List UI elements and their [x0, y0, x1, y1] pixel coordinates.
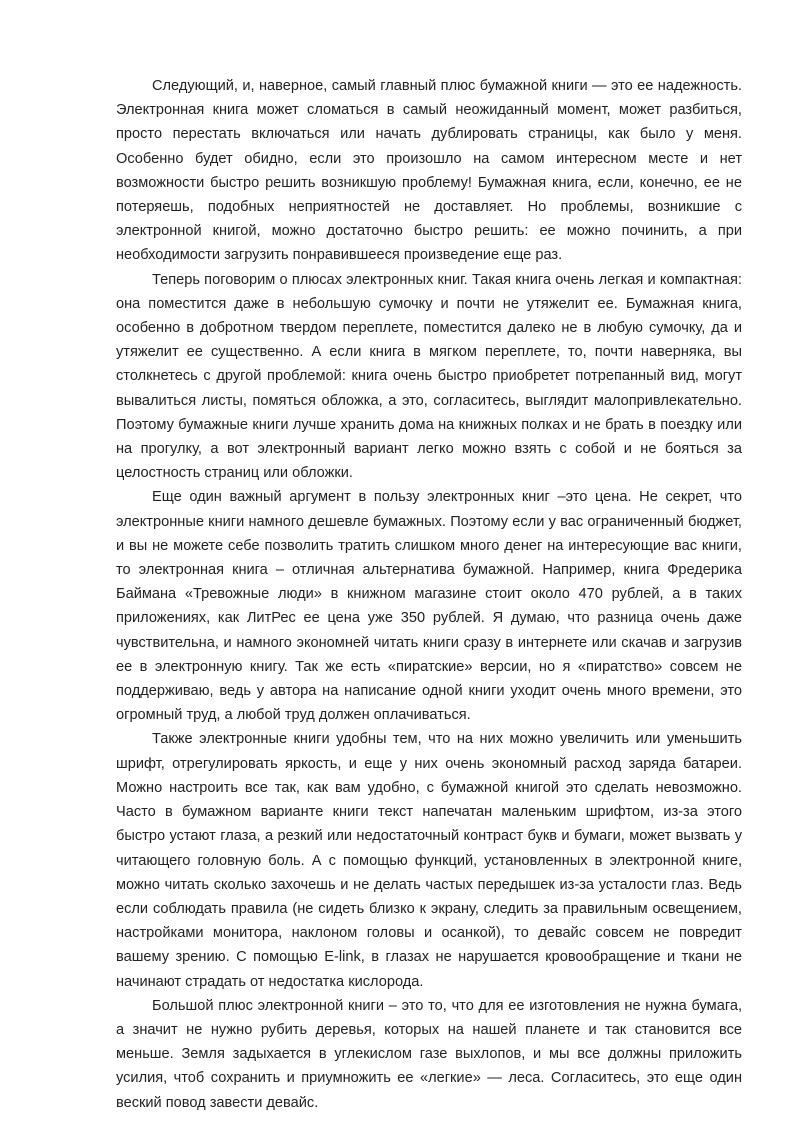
document-body — [116, 74, 742, 1115]
paragraph-ebook-settings: Также электронные книги удобны тем, что на них можно увеличить или уменьшить шрифт, отрегулировать яркость, и еще у них очень экономный расход заряда батареи. Можно настроить все так, как вам удобно, с бумажной книгой это сделать невозможно. Часто в бумажном варианте книги текст напечатан маленьким шрифтом, из-за этого быстро устают глаза, а резкий или недостаточный контраст букв и бумаги, может вызвать у читающего головную боль. А с помощью функций, установленных в электронной книге, можно читать сколько захочешь и не делать частых передышек из-за усталости глаз. Ведь если соблюдать правила (не сидеть близко к экрану, следить за правильным освещением, настройками монитора, наклоном головы и осанкой), то девайс совсем не повредит вашему зрению. С помощью E-link, в глазах не нарушается кровообращение и ткани не начинают страдать от недостатка кислорода. — [116, 731, 742, 990]
paragraph-ebook-portability: Теперь поговорим о плюсах электронных книг. Такая книга очень легкая и компактная: она поместится даже в небольшую сумочку и почти не утяжелит ее. Бумажная книга, особенно в добротном твердом переплете, поместится далеко не в любую сумочку, да и утяжелит ее существенно. А если книга в мягком переплете, то, почти наверняка, вы столкнетесь с другой проблемой: книга очень быстро приобретет потрепанный вид, могут вывалиться листы, помяться обложка, а это, согласитесь, выглядит малопривлекательно. Поэтому бумажные книги лучше хранить дома на книжных полках и не брать в поездку или на прогулку, а вот электронный вариант легко можно взять с собой и не бояться за целостность страниц или обложки. — [116, 271, 742, 482]
paragraph-ebook-price: Еще один важный аргумент в пользу электронных книг –это цена. Не секрет, что электронные книги намного дешевле бумажных. Поэтому если у вас ограниченный бюджет, и вы не можете себе позволить тратить слишком много денег на интересующие вас книги, то электронная книга – отличная альтернатива бумажной. Например, книга Фредерика Баймана «Тревожные люди» в книжном магазине стоит около 470 рублей, а в таких приложениях, как ЛитРес ее цена уже 350 рублей. Я думаю, что разница очень даже чувствительна, и намного экономней читать книги сразу в интернете или скачав и загрузив ее в электронную книгу. Так же есть «пиратские» версии, но я «пиратство» совсем не поддерживаю, ведь у автора на написание одной книги уходит очень много времени, это огромный труд, а любой труд должен оплачиваться. — [116, 489, 742, 724]
paragraph-paper-book-reliability: Следующий, и, наверное, самый главный плюс бумажной книги — это ее надежность. Электронная книга может сломаться в самый неожиданный момент, может разбиться, просто перестать включаться или начать дублировать страницы, как было у меня. Особенно будет обидно, если это произошло на самом интересном месте и нет возможности быстро решить возникшую проблему! Бумажная книга, если, конечно, ее не потеряешь, подобных неприятностей не доставляет. Но проблемы, возникшие с электронной книгой, можно достаточно быстро решить: ее можно починить, а при необходимости загрузить понравившееся произведение еще раз. — [116, 78, 742, 264]
paragraph-ebook-ecology: Большой плюс электронной книги – это то, что для ее изготовления не нужна бумага, а значит не нужно рубить деревья, которых на нашей планете и так становится все меньше. Земля задыхается в углекислом газе выхлопов, и мы все должны приложить усилия, чтоб сохранить и приумножить ее «легкие» — леса. Согласитесь, это еще один веский повод завести девайс. — [116, 997, 742, 1111]
